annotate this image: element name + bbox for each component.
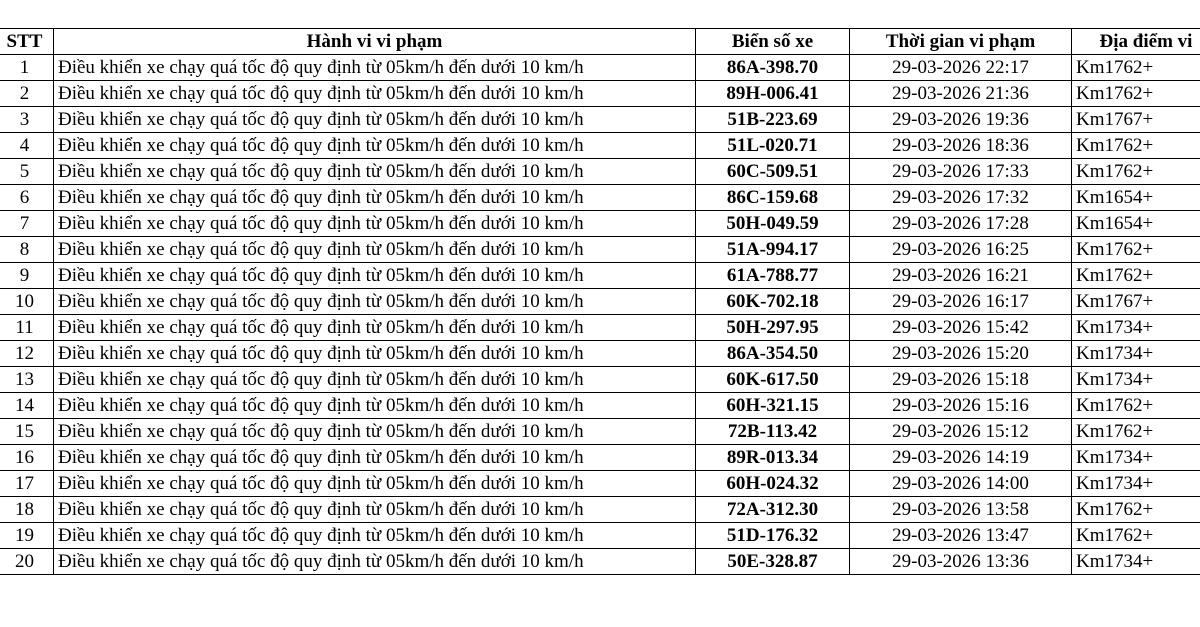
plate-cell: 72B-113.42 bbox=[696, 419, 850, 445]
plate-cell: 50H-049.59 bbox=[696, 211, 850, 237]
violation-cell: Điều khiển xe chạy quá tốc độ quy định từ 05km/h đến dưới 10 km/h bbox=[54, 497, 696, 523]
row-number: 5 bbox=[0, 159, 54, 185]
location-cell: Km1762+ bbox=[1072, 263, 1200, 289]
time-cell: 29-03-2026 16:17 bbox=[850, 289, 1072, 315]
violation-cell: Điều khiển xe chạy quá tốc độ quy định từ 05km/h đến dưới 10 km/h bbox=[54, 263, 696, 289]
time-cell: 29-03-2026 15:42 bbox=[850, 315, 1072, 341]
violation-cell: Điều khiển xe chạy quá tốc độ quy định từ 05km/h đến dưới 10 km/h bbox=[54, 237, 696, 263]
plate-cell: 86A-398.70 bbox=[696, 55, 850, 81]
table-row bbox=[0, 81, 1200, 107]
violation-cell: Điều khiển xe chạy quá tốc độ quy định từ 05km/h đến dưới 10 km/h bbox=[54, 471, 696, 497]
plate-cell: 61A-788.77 bbox=[696, 263, 850, 289]
plate-cell: 72A-312.30 bbox=[696, 497, 850, 523]
time-cell: 29-03-2026 16:25 bbox=[850, 237, 1072, 263]
location-cell: Km1762+ bbox=[1072, 497, 1200, 523]
row-number: 6 bbox=[0, 185, 54, 211]
row-number: 1 bbox=[0, 55, 54, 81]
table-row bbox=[0, 107, 1200, 133]
plate-cell: 60H-321.15 bbox=[696, 393, 850, 419]
row-number: 19 bbox=[0, 523, 54, 549]
violation-cell: Điều khiển xe chạy quá tốc độ quy định từ 05km/h đến dưới 10 km/h bbox=[54, 211, 696, 237]
table-row bbox=[0, 263, 1200, 289]
table-row bbox=[0, 185, 1200, 211]
location-cell: Km1762+ bbox=[1072, 523, 1200, 549]
table-row bbox=[0, 289, 1200, 315]
location-cell: Km1762+ bbox=[1072, 133, 1200, 159]
row-number: 17 bbox=[0, 471, 54, 497]
table-row bbox=[0, 211, 1200, 237]
violation-cell: Điều khiển xe chạy quá tốc độ quy định từ 05km/h đến dưới 10 km/h bbox=[54, 523, 696, 549]
violation-cell: Điều khiển xe chạy quá tốc độ quy định từ 05km/h đến dưới 10 km/h bbox=[54, 107, 696, 133]
location-cell: Km1734+ bbox=[1072, 367, 1200, 393]
violation-cell: Điều khiển xe chạy quá tốc độ quy định từ 05km/h đến dưới 10 km/h bbox=[54, 81, 696, 107]
violation-cell: Điều khiển xe chạy quá tốc độ quy định từ 05km/h đến dưới 10 km/h bbox=[54, 341, 696, 367]
plate-cell: 50E-328.87 bbox=[696, 549, 850, 575]
plate-cell: 89H-006.41 bbox=[696, 81, 850, 107]
location-cell: Km1767+ bbox=[1072, 107, 1200, 133]
location-cell: Km1762+ bbox=[1072, 419, 1200, 445]
time-cell: 29-03-2026 21:36 bbox=[850, 81, 1072, 107]
row-number: 2 bbox=[0, 81, 54, 107]
time-cell: 29-03-2026 19:36 bbox=[850, 107, 1072, 133]
table-header-row bbox=[0, 29, 1200, 55]
table-row bbox=[0, 549, 1200, 575]
plate-cell: 60H-024.32 bbox=[696, 471, 850, 497]
time-cell: 29-03-2026 15:20 bbox=[850, 341, 1072, 367]
plate-cell: 60C-509.51 bbox=[696, 159, 850, 185]
violation-cell: Điều khiển xe chạy quá tốc độ quy định từ 05km/h đến dưới 10 km/h bbox=[54, 159, 696, 185]
location-cell: Km1734+ bbox=[1072, 549, 1200, 575]
plate-cell: 51L-020.71 bbox=[696, 133, 850, 159]
time-cell: 29-03-2026 18:36 bbox=[850, 133, 1072, 159]
violation-cell: Điều khiển xe chạy quá tốc độ quy định từ 05km/h đến dưới 10 km/h bbox=[54, 445, 696, 471]
header-violation: Hành vi vi phạm bbox=[54, 29, 696, 55]
table-row bbox=[0, 367, 1200, 393]
location-cell: Km1654+ bbox=[1072, 185, 1200, 211]
row-number: 3 bbox=[0, 107, 54, 133]
row-number: 8 bbox=[0, 237, 54, 263]
time-cell: 29-03-2026 13:58 bbox=[850, 497, 1072, 523]
location-cell: Km1734+ bbox=[1072, 341, 1200, 367]
location-cell: Km1762+ bbox=[1072, 55, 1200, 81]
location-cell: Km1762+ bbox=[1072, 393, 1200, 419]
time-cell: 29-03-2026 14:00 bbox=[850, 471, 1072, 497]
plate-cell: 51B-223.69 bbox=[696, 107, 850, 133]
plate-cell: 86A-354.50 bbox=[696, 341, 850, 367]
violations-table bbox=[0, 28, 1200, 575]
location-cell: Km1734+ bbox=[1072, 445, 1200, 471]
table-row bbox=[0, 159, 1200, 185]
table-row bbox=[0, 133, 1200, 159]
location-cell: Km1654+ bbox=[1072, 211, 1200, 237]
time-cell: 29-03-2026 15:16 bbox=[850, 393, 1072, 419]
time-cell: 29-03-2026 22:17 bbox=[850, 55, 1072, 81]
location-cell: Km1762+ bbox=[1072, 81, 1200, 107]
table-row bbox=[0, 497, 1200, 523]
violation-cell: Điều khiển xe chạy quá tốc độ quy định từ 05km/h đến dưới 10 km/h bbox=[54, 55, 696, 81]
plate-cell: 60K-617.50 bbox=[696, 367, 850, 393]
violation-cell: Điều khiển xe chạy quá tốc độ quy định từ 05km/h đến dưới 10 km/h bbox=[54, 393, 696, 419]
time-cell: 29-03-2026 16:21 bbox=[850, 263, 1072, 289]
location-cell: Km1767+ bbox=[1072, 289, 1200, 315]
row-number: 13 bbox=[0, 367, 54, 393]
plate-cell: 50H-297.95 bbox=[696, 315, 850, 341]
violation-cell: Điều khiển xe chạy quá tốc độ quy định từ 05km/h đến dưới 10 km/h bbox=[54, 549, 696, 575]
violation-cell: Điều khiển xe chạy quá tốc độ quy định từ 05km/h đến dưới 10 km/h bbox=[54, 315, 696, 341]
plate-cell: 51A-994.17 bbox=[696, 237, 850, 263]
location-cell: Km1734+ bbox=[1072, 471, 1200, 497]
table-row bbox=[0, 315, 1200, 341]
plate-cell: 60K-702.18 bbox=[696, 289, 850, 315]
row-number: 4 bbox=[0, 133, 54, 159]
violation-cell: Điều khiển xe chạy quá tốc độ quy định từ 05km/h đến dưới 10 km/h bbox=[54, 289, 696, 315]
table-row bbox=[0, 393, 1200, 419]
time-cell: 29-03-2026 13:36 bbox=[850, 549, 1072, 575]
row-number: 15 bbox=[0, 419, 54, 445]
table-body bbox=[0, 55, 1200, 575]
time-cell: 29-03-2026 17:32 bbox=[850, 185, 1072, 211]
time-cell: 29-03-2026 17:33 bbox=[850, 159, 1072, 185]
table-row bbox=[0, 341, 1200, 367]
row-number: 11 bbox=[0, 315, 54, 341]
location-cell: Km1734+ bbox=[1072, 315, 1200, 341]
table-row bbox=[0, 237, 1200, 263]
violation-cell: Điều khiển xe chạy quá tốc độ quy định từ 05km/h đến dưới 10 km/h bbox=[54, 133, 696, 159]
table-row bbox=[0, 445, 1200, 471]
time-cell: 29-03-2026 15:18 bbox=[850, 367, 1072, 393]
time-cell: 29-03-2026 17:28 bbox=[850, 211, 1072, 237]
plate-cell: 89R-013.34 bbox=[696, 445, 850, 471]
header-plate: Biển số xe bbox=[696, 29, 850, 55]
row-number: 7 bbox=[0, 211, 54, 237]
row-number: 18 bbox=[0, 497, 54, 523]
violation-cell: Điều khiển xe chạy quá tốc độ quy định từ 05km/h đến dưới 10 km/h bbox=[54, 185, 696, 211]
table-row bbox=[0, 471, 1200, 497]
row-number: 20 bbox=[0, 549, 54, 575]
time-cell: 29-03-2026 13:47 bbox=[850, 523, 1072, 549]
header-location: Địa điểm vi bbox=[1072, 29, 1200, 55]
violation-cell: Điều khiển xe chạy quá tốc độ quy định từ 05km/h đến dưới 10 km/h bbox=[54, 367, 696, 393]
header-time: Thời gian vi phạm bbox=[850, 29, 1072, 55]
table-row bbox=[0, 419, 1200, 445]
time-cell: 29-03-2026 14:19 bbox=[850, 445, 1072, 471]
violation-cell: Điều khiển xe chạy quá tốc độ quy định từ 05km/h đến dưới 10 km/h bbox=[54, 419, 696, 445]
location-cell: Km1762+ bbox=[1072, 159, 1200, 185]
plate-cell: 86C-159.68 bbox=[696, 185, 850, 211]
row-number: 12 bbox=[0, 341, 54, 367]
plate-cell: 51D-176.32 bbox=[696, 523, 850, 549]
time-cell: 29-03-2026 15:12 bbox=[850, 419, 1072, 445]
row-number: 10 bbox=[0, 289, 54, 315]
row-number: 9 bbox=[0, 263, 54, 289]
row-number: 16 bbox=[0, 445, 54, 471]
header-stt: STT bbox=[0, 29, 54, 55]
table-row bbox=[0, 523, 1200, 549]
location-cell: Km1762+ bbox=[1072, 237, 1200, 263]
table-row bbox=[0, 55, 1200, 81]
row-number: 14 bbox=[0, 393, 54, 419]
